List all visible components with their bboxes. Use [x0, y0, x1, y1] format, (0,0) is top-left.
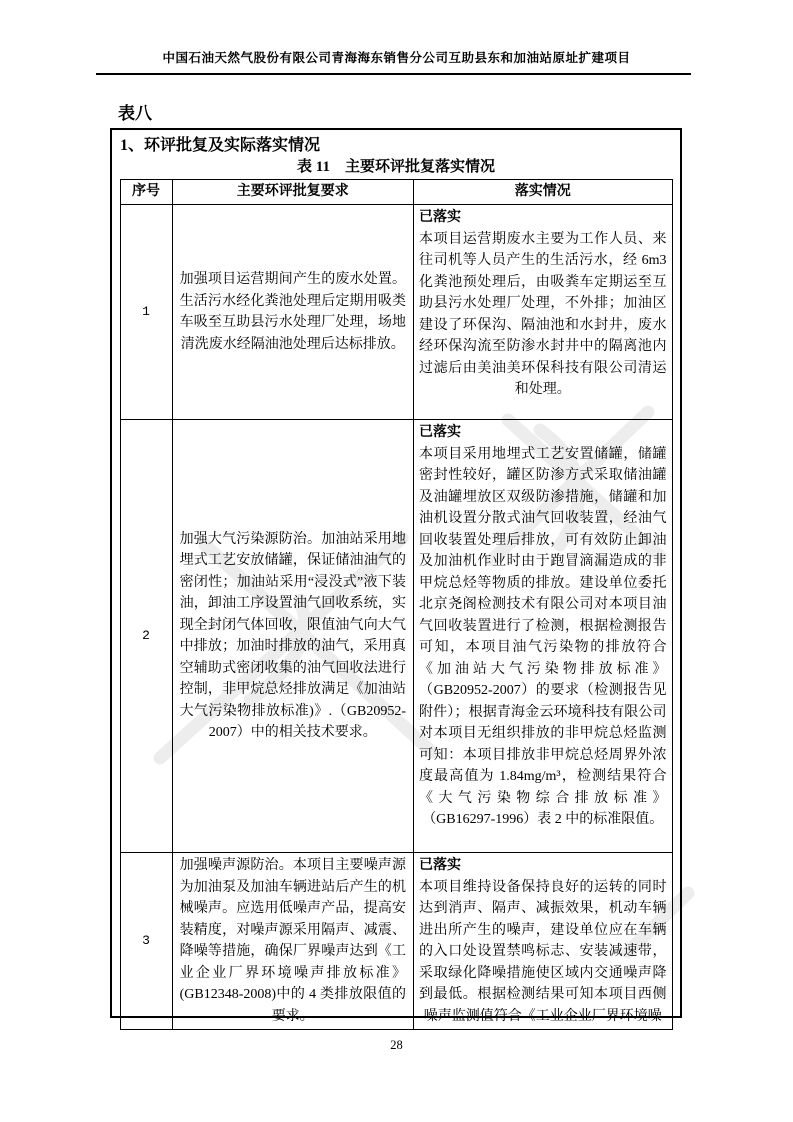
status-detail: 本项目采用地埋式工艺安置储罐，储罐密封性较好，罐区防渗方式采取储油罐及油罐埋放区双级防渗措施，储罐和加油机设置分散式油气回收装置，经油气回收装置处理后排放，可有效防止卸油及加油机作业时由于跑冒滴漏造成的非甲烷总烃等物质的排放。建设单位委托北京尧阁检测技术有限公司对本项目油气回收装置进行了检测，根据检测报告可知，本项目油气污染物的排放符合《加油站大气污染物排放标准》（GB20952-2007）的要求（检测报告见附件）；根据青海金云环境科技有限公司对本项目无组织排放的非甲烷总烃监测可知：本项目排放非甲烷总烃周界外浓度最高值为 1.84mg/m³，检测结果符合《大气污染物综合排放标准》（GB16297-1996）表 2 中的标准限值。: [419, 446, 667, 827]
table-caption: 表 11 主要环评批复落实情况: [297, 159, 495, 175]
status-detail: 本项目运营期废水主要为工作人员、来往司机等人员产生的生活污水，经 6m3 化粪池预处理后，由吸粪车定期运至互助县污水处理厂处理，不外排；加油区建设了环保沟、隔油池和水封井，废水经环保沟流至防渗水封井中的隔离池内过滤后由美油美环保科技有限公司清运和处理。: [419, 231, 667, 397]
approval-implementation-table: [120, 179, 673, 1030]
requirement-text: 加强项目运营期间产生的废水处置。生活污水经化粪池处理后定期用吸类车吸至互助县污水处理厂处理，场地清洗废水经隔油池处理后达标排放。: [172, 205, 413, 420]
box-title: 1、环评批复及实际落实情况: [120, 137, 321, 154]
status-label: 已落实: [419, 210, 462, 225]
status-detail: 本项目维持设备保持良好的运转的同时达到消声、隔声、减振效果，机动车辆进出所产生的噪声，建设单位应在车辆的入口处设置禁鸣标志、安装减速带，采取绿化降噪措施使区域内交通噪声降到最低。根据检测结果可知本项目西侧噪声监测值符合《工业企业厂界环境噪: [419, 879, 667, 1024]
row-number: 3: [120, 853, 172, 1030]
column-header-no: 序号: [120, 180, 172, 205]
status-cell: [414, 205, 672, 420]
header-rule: [96, 73, 691, 75]
table-row: [120, 420, 672, 853]
column-header-status: 落实情况: [414, 180, 672, 205]
table-row: [120, 205, 672, 420]
row-number: 1: [120, 205, 172, 420]
row-number: 2: [120, 420, 172, 853]
table-header-row: [120, 180, 672, 205]
requirement-text: 加强噪声源防治。本项目主要噪声源为加油泵及加油车辆进站后产生的机械噪声。应选用低噪声产品，提高安装精度，对噪声源采用隔声、减震、降噪等措施，确保厂界噪声达到《工业企业厂界环境噪声排放标准》(GB12348-2008)中的 4 类排放限值的要求。: [172, 853, 413, 1030]
status-cell: [414, 853, 672, 1030]
status-cell: [414, 420, 672, 853]
document-header-title: 中国石油天然气股份有限公司青海海东销售分公司互助县东和加油站原址扩建项目: [162, 51, 631, 65]
column-header-requirement: 主要环评批复要求: [172, 180, 413, 205]
status-label: 已落实: [419, 425, 462, 440]
status-label: 已落实: [419, 858, 462, 873]
content-box: [110, 128, 682, 1024]
section-label: 表八: [118, 104, 152, 123]
table-row: [120, 853, 672, 1030]
page-number: 28: [390, 1038, 403, 1052]
requirement-text: 加强大气污染源防治。加油站采用地埋式工艺安放储罐，保证储油油气的密闭性；加油站采用“浸没式”液下装油，卸油工序设置油气回收系统，实现全封闭气体回收，限值油气向大气中排放；加油时排放的油气，采用真空辅助式密闭收集的油气回收法进行控制，非甲烷总烃排放满足《加油站大气污染物排放标准)》.（GB20952-2007）中的相关技术要求。: [172, 420, 413, 853]
